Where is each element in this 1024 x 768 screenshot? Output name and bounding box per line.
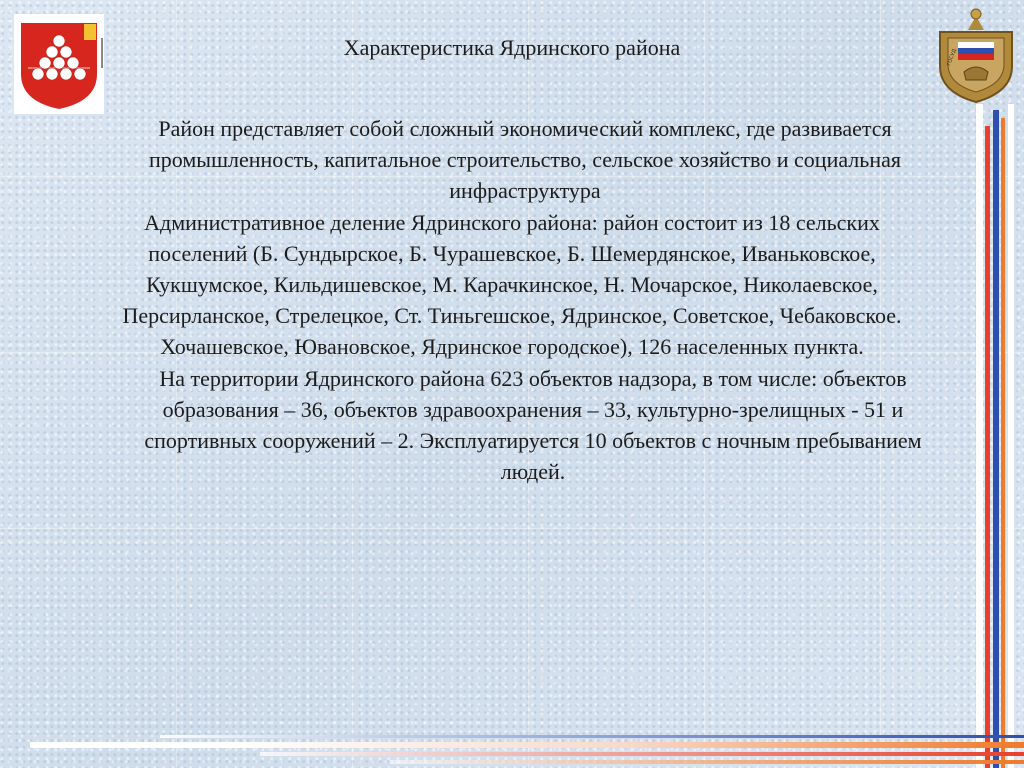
decor-stripe — [1001, 118, 1005, 768]
svg-text:ГОСУД: ГОСУД — [946, 48, 958, 67]
fire-supervision-emblem — [934, 6, 1018, 106]
decor-stripe — [976, 104, 983, 768]
slide-title: Характеристика Ядринского района — [343, 35, 681, 60]
decor-stripe — [260, 752, 1024, 756]
body-paragraph: На территории Ядринского района 623 объектов надзора, в том числе: объектов образования – 36, объектов здравоохранения – 33, культурно-зрелищных - 51 и спортивных сооружений – 2. Эксплуатируется 10 объектов с ночным пребыванием людей. — [144, 365, 922, 485]
body-paragraph: Район представляет собой сложный экономический комплекс, где развивается промышленность, капитальное строительство, сельское хозяйство и социальная инфраструктура — [149, 116, 901, 204]
decor-stripe — [390, 760, 1024, 764]
background-grid-line — [0, 528, 1024, 529]
decor-stripe — [993, 110, 999, 768]
slide-body — [92, 113, 932, 487]
decor-stripe — [1008, 104, 1014, 768]
decor-stripe — [30, 742, 1024, 748]
decor-stripe — [985, 126, 990, 768]
coat-of-arms-emblem — [14, 14, 104, 114]
body-paragraph: Административное деление Ядринского района: район состоит из 18 сельских поселений (Б. Сундырское, Б. Чурашевское, Б. Шемердянское, Иваньковское, Кукшумское, Кильдишевское, М. Карачкинское, Н. Мочарское, Николаевское, Персирланское, Стрелецкое, Ст. Тиньгешское, Ядринское, Советское, Чебаковское. Хочашевское, Ювановское, Ядринское городское), 126 населенных пункта. — [122, 209, 902, 360]
decor-stripe — [160, 735, 1024, 738]
